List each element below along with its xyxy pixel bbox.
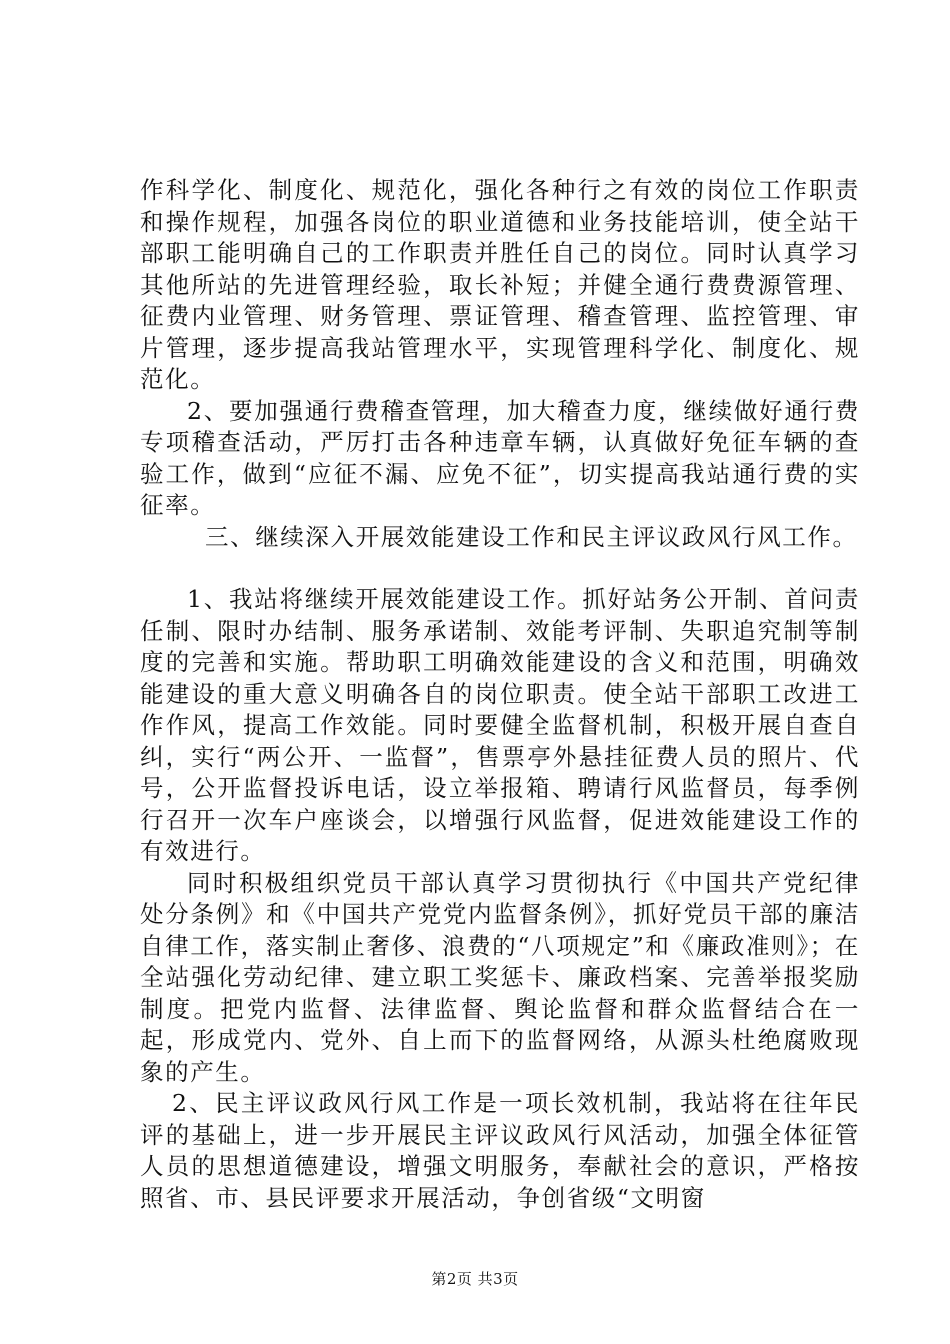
paragraph-party-supervision: 同时积极组织党员干部认真学习贯彻执行《中国共产党纪律处分条例》和《中国共产党党内监督条例》，抓好党员干部的廉洁自律工作，落实制止奢侈、浪费的“八项规定”和《廉政准则》；在全站强化劳动纪律、建立职工奖惩卡、廉政档案、完善举报奖励制度。把党内监督、法律监督、舆论监督和群众监督结合在一起，形成党内、党外、自上而下的监督网络，从源头杜绝腐败现象的产生。 — [140, 868, 860, 1086]
paragraph-management-standardization: 作科学化、制度化、规范化，强化各种行之有效的岗位工作职责和操作规程，加强各岗位的职业道德和业务技能培训，使全站干部职工能明确自己的工作职责并胜任自己的岗位。同时认真学习其他所站的先进管理经验，取长补短；并健全通行费费源管理、征费内业管理、财务管理、票证管理、稽查管理、监控管理、审片管理，逐步提高我站管理水平，实现管理科学化、制度化、规范化。 — [140, 176, 860, 393]
document-body — [140, 175, 860, 1214]
paragraph-toll-inspection: 2、要加强通行费稽查管理，加大稽查力度，继续做好通行费专项稽查活动，严厉打击各种违章车辆，认真做好免征车辆的查验工作，做到“应征不漏、应免不征”，切实提高我站通行费的实征率。 — [140, 396, 860, 519]
page-number-footer: 第2页 共3页 — [431, 1270, 519, 1288]
section-heading-efficiency-building: 三、继续深入开展效能建设工作和民主评议政风行风工作。 — [205, 522, 858, 551]
paragraph-democratic-evaluation: 2、民主评议政风行风工作是一项长效机制，我站将在往年民评的基础上，进一步开展民主评议政风行风活动，加强全体征管人员的思想道德建设，增强文明服务，奉献社会的意识，严格按照省、市、县民评要求开展活动，争创省级“文明窗 — [140, 1089, 860, 1212]
paragraph-efficiency-building: 1、我站将继续开展效能建设工作。抓好站务公开制、首问责任制、限时办结制、服务承诺制、效能考评制、失职追究制等制度的完善和实施。帮助职工明确效能建设的含义和范围，明确效能建设的重大意义明确各自的岗位职责。使全站干部职工改进工作作风，提高工作效能。同时要健全监督机制，积极开展自查自纠，实行“两公开、一监督”，售票亭外悬挂征费人员的照片、代号，公开监督投诉电话，设立举报箱、聘请行风监督员，每季例行召开一次车户座谈会，以增强行风监督，促进效能建设工作的有效进行。 — [140, 585, 860, 865]
